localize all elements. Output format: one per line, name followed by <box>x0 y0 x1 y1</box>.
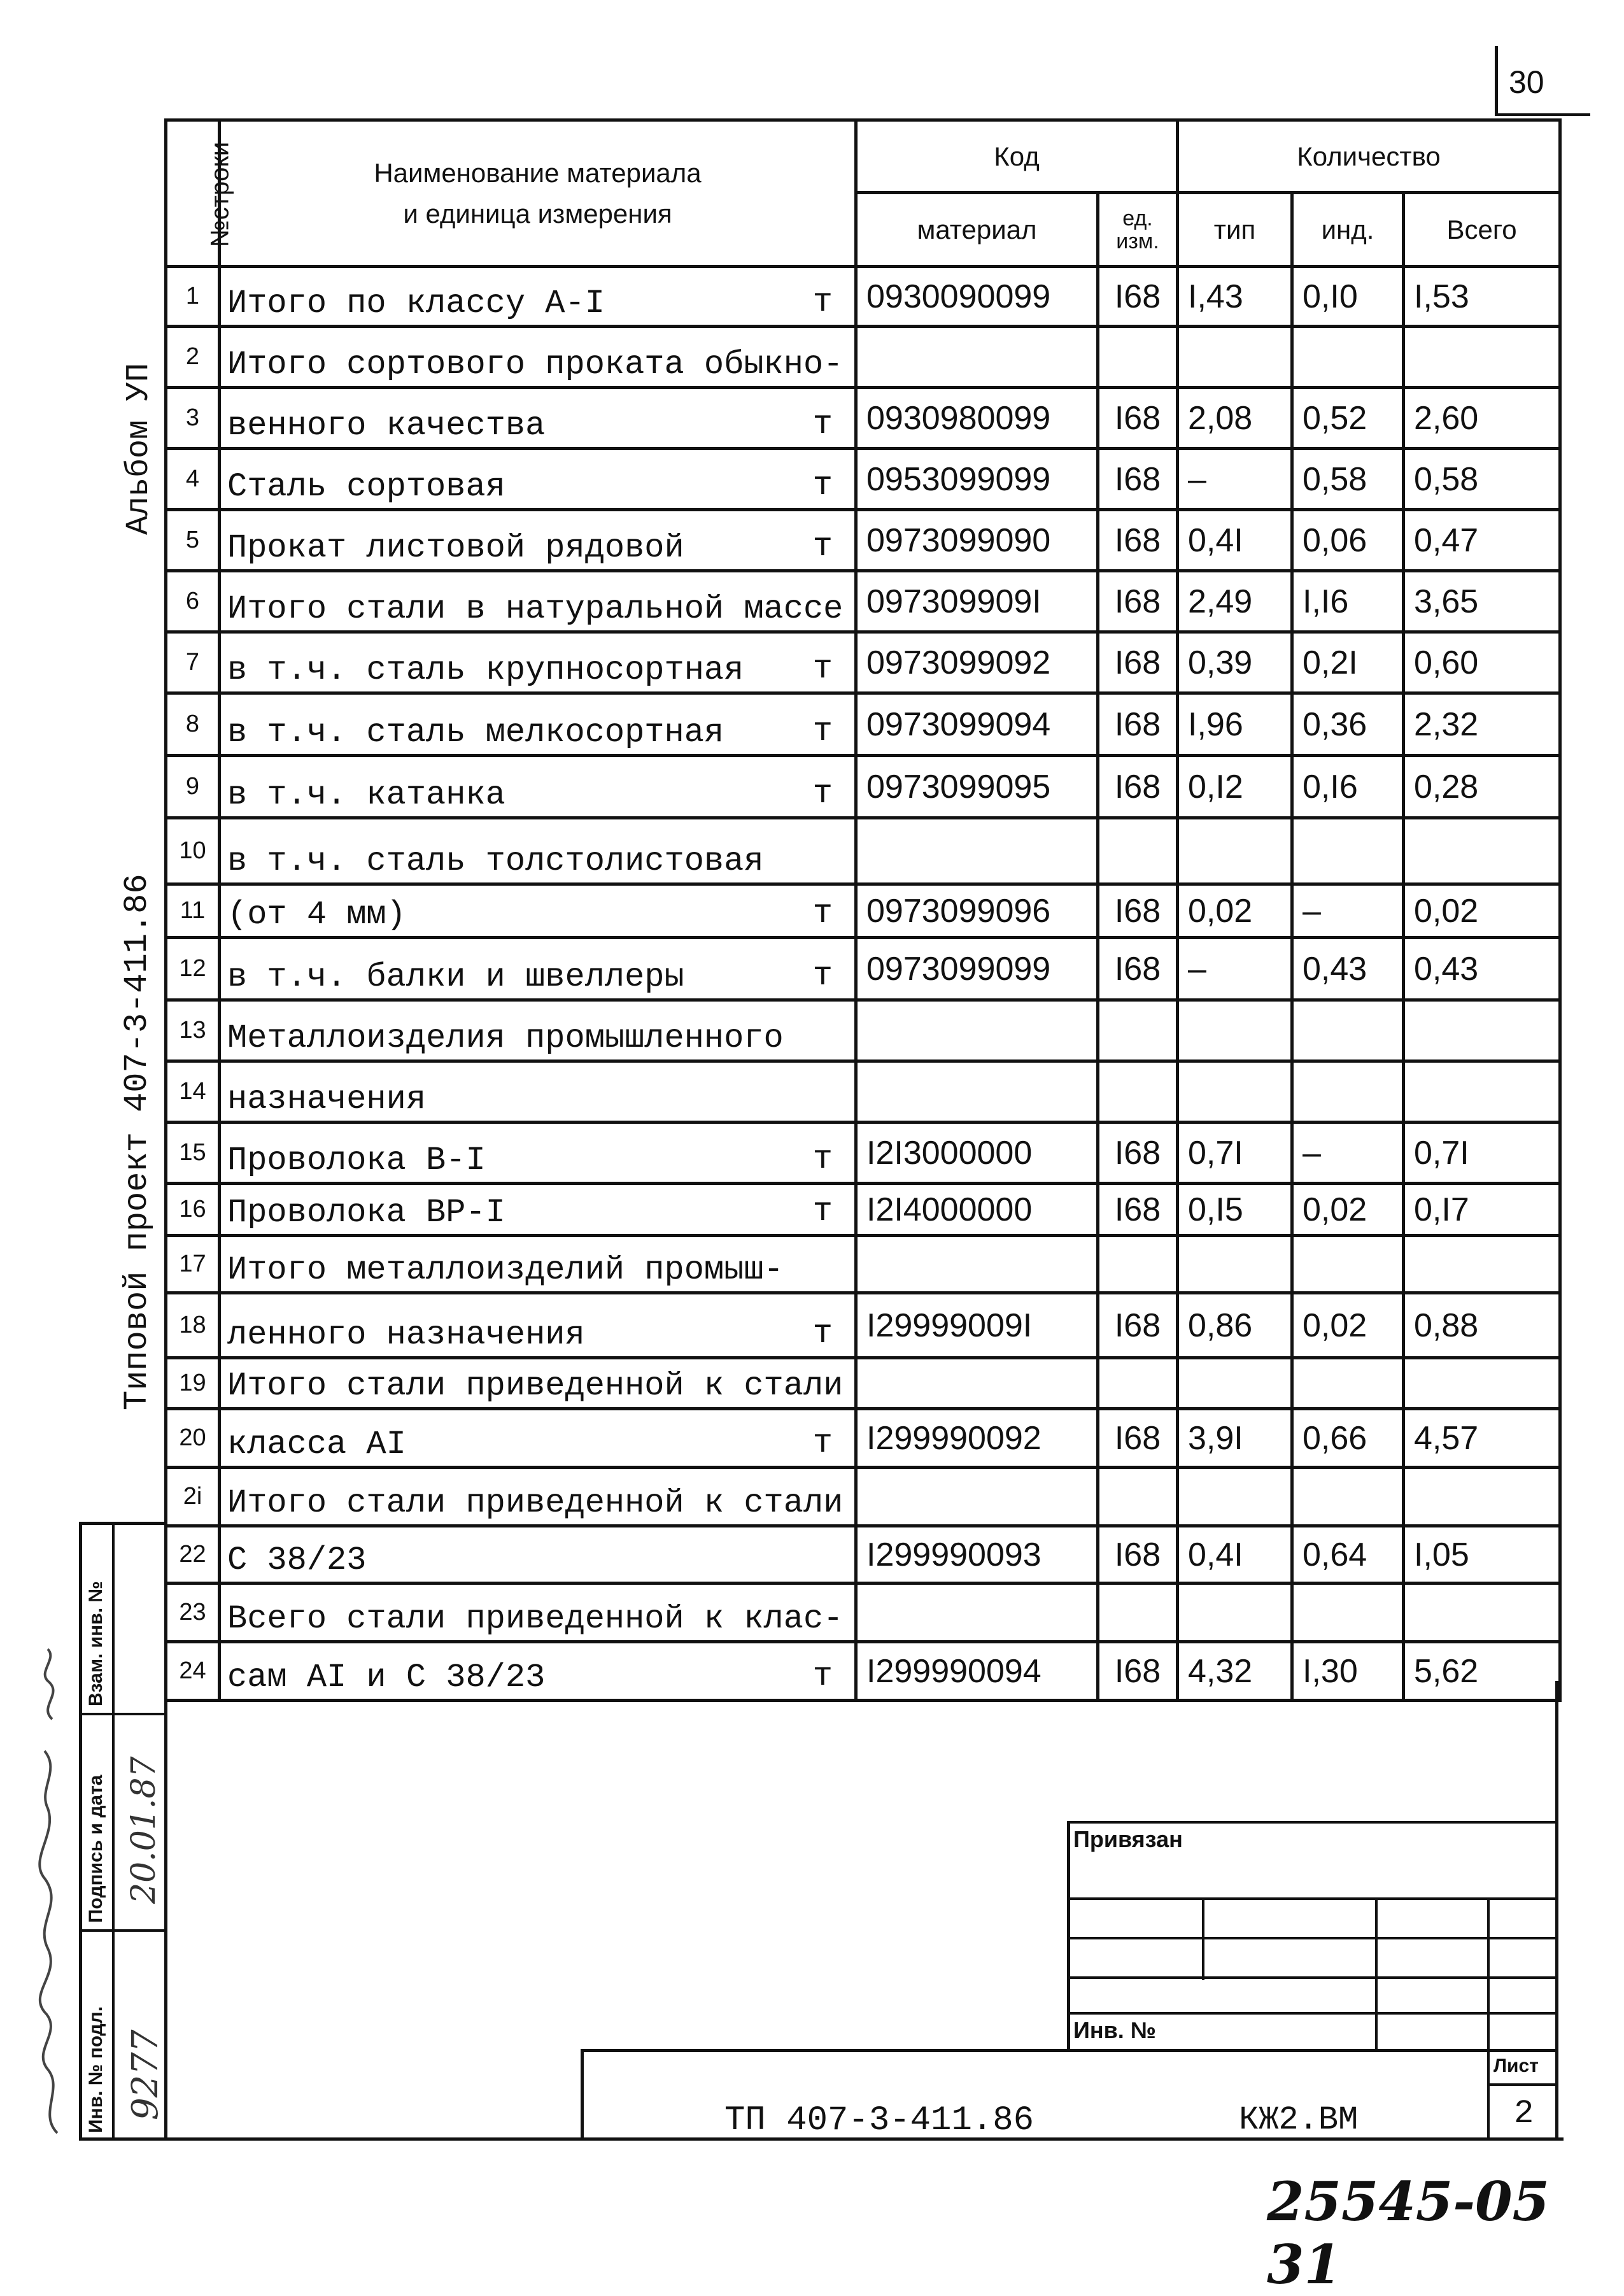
qty-ind-cell: 0,06 <box>1292 510 1404 571</box>
table-row <box>166 1584 1560 1642</box>
qty-ind-cell <box>1292 1358 1404 1409</box>
code-material-cell: I2I3000000 <box>856 1123 1098 1184</box>
qty-type-cell: I,96 <box>1178 693 1292 756</box>
qty-type-cell: – <box>1178 938 1292 1000</box>
material-name-cell <box>220 1584 856 1642</box>
margin-inner-line <box>112 1522 115 2139</box>
qty-type-cell <box>1178 1468 1292 1526</box>
material-name: Металлоизделия промышленного <box>227 1019 784 1057</box>
table-row <box>166 571 1560 632</box>
material-name-cell <box>220 756 856 818</box>
qty-ind-cell: 0,36 <box>1292 693 1404 756</box>
table-row <box>166 1526 1560 1584</box>
code-material-cell <box>856 327 1098 388</box>
qty-total-cell <box>1404 1061 1560 1123</box>
material-unit: т <box>812 1424 833 1462</box>
project-label: Типовой проект 407-3-411.86 <box>118 874 156 1410</box>
qty-type-cell: – <box>1178 449 1292 510</box>
material-unit: т <box>812 1657 833 1695</box>
stamp-designation: ТП 407-3-411.86 <box>724 2101 1034 2140</box>
header-code-unit: ед. изм. <box>1098 193 1178 267</box>
qty-ind-cell <box>1292 818 1404 884</box>
qty-total-cell: 0,28 <box>1404 756 1560 818</box>
material-name: в т.ч. сталь толстолистовая <box>227 842 764 880</box>
material-name: в т.ч. сталь мелкосортная <box>227 714 724 751</box>
stamp-top-line <box>1067 1821 1557 1824</box>
header-code-material: материал <box>856 193 1098 267</box>
table-row <box>166 938 1560 1000</box>
material-name: Прокат листовой рядовой <box>227 529 684 567</box>
material-name: класса АI <box>227 1426 406 1463</box>
qty-type-cell: 2,08 <box>1178 388 1292 449</box>
margin-signature-label: Подпись и дата <box>85 1775 106 1923</box>
material-name: Итого по классу А-I <box>227 285 605 322</box>
material-name: в т.ч. сталь крупносортная <box>227 651 744 689</box>
code-unit-cell: I68 <box>1098 1409 1178 1468</box>
qty-total-cell: 3,65 <box>1404 571 1560 632</box>
material-name: Проволока В-I <box>227 1142 486 1179</box>
material-name-cell <box>220 1061 856 1123</box>
qty-total-cell <box>1404 1468 1560 1526</box>
stamp-col-line-3 <box>1487 1897 1490 2139</box>
material-name-cell <box>220 510 856 571</box>
material-name-cell <box>220 449 856 510</box>
material-name-cell <box>220 1358 856 1409</box>
row-number: 20 <box>166 1409 220 1468</box>
code-material-cell <box>856 818 1098 884</box>
material-unit: т <box>812 895 833 932</box>
code-unit-cell: I68 <box>1098 1184 1178 1236</box>
code-unit-cell <box>1098 1061 1178 1123</box>
header-q-type: тип <box>1178 193 1292 267</box>
qty-type-cell <box>1178 327 1292 388</box>
row-number: 24 <box>166 1642 220 1701</box>
code-material-cell: 0930980099 <box>856 388 1098 449</box>
code-material-cell: 0973099094 <box>856 693 1098 756</box>
qty-ind-cell: 0,I6 <box>1292 756 1404 818</box>
table-row <box>166 267 1560 327</box>
qty-type-cell: 0,39 <box>1178 632 1292 693</box>
row-number: 2i <box>166 1468 220 1526</box>
sheet-label-line <box>1487 2083 1557 2086</box>
code-unit-cell: I68 <box>1098 938 1178 1000</box>
code-material-cell: 0953099099 <box>856 449 1098 510</box>
table-row <box>166 756 1560 818</box>
material-unit: т <box>812 712 833 750</box>
row-number: 8 <box>166 693 220 756</box>
code-unit-cell: I68 <box>1098 510 1178 571</box>
code-material-cell: 0930090099 <box>856 267 1098 327</box>
code-material-cell: I299990092 <box>856 1409 1098 1468</box>
material-unit: т <box>812 528 833 565</box>
margin-inv-podl-label: Инв. № подл. <box>85 2006 106 2133</box>
row-number: 23 <box>166 1584 220 1642</box>
table-row <box>166 388 1560 449</box>
table-row <box>166 1409 1560 1468</box>
stamp-mark: КЖ2.ВМ <box>1239 2101 1359 2139</box>
qty-ind-cell: 0,52 <box>1292 388 1404 449</box>
qty-total-cell: I,53 <box>1404 267 1560 327</box>
margin-inv-value: 9277 <box>125 2029 166 2120</box>
material-unit: т <box>812 406 833 443</box>
material-name: Итого сортового проката обыкно- <box>227 346 844 383</box>
stamp-row-line-4 <box>1067 2012 1557 2015</box>
qty-type-cell <box>1178 1061 1292 1123</box>
code-unit-cell: I68 <box>1098 449 1178 510</box>
qty-type-cell: 0,4I <box>1178 1526 1292 1584</box>
qty-type-cell: 0,02 <box>1178 884 1292 938</box>
qty-ind-cell: 0,2I <box>1292 632 1404 693</box>
qty-ind-cell: – <box>1292 1123 1404 1184</box>
material-unit: т <box>812 1140 833 1178</box>
qty-ind-cell <box>1292 1236 1404 1293</box>
code-material-cell: 0973099099 <box>856 938 1098 1000</box>
code-unit-cell: I68 <box>1098 388 1178 449</box>
material-name-cell <box>220 1642 856 1701</box>
material-name-cell <box>220 818 856 884</box>
row-number: 7 <box>166 632 220 693</box>
stamp-col-line-2 <box>1375 1897 1378 2050</box>
qty-total-cell <box>1404 1236 1560 1293</box>
table-row <box>166 1236 1560 1293</box>
code-unit-cell: I68 <box>1098 884 1178 938</box>
code-unit-cell: I68 <box>1098 756 1178 818</box>
table-row <box>166 693 1560 756</box>
table-row <box>166 1642 1560 1701</box>
table-row <box>166 1061 1560 1123</box>
album-label: Альбом УП <box>121 362 157 535</box>
material-unit: т <box>812 467 833 504</box>
material-name: Итого металлоизделий промыш- <box>227 1251 784 1289</box>
qty-ind-cell <box>1292 1468 1404 1526</box>
qty-ind-cell <box>1292 327 1404 388</box>
title-block-top-line <box>581 2049 1557 2052</box>
code-material-cell: 0973099090 <box>856 510 1098 571</box>
qty-total-cell <box>1404 1358 1560 1409</box>
material-name-cell <box>220 1526 856 1584</box>
row-number: 16 <box>166 1184 220 1236</box>
material-unit: т <box>812 775 833 812</box>
qty-total-cell: 4,57 <box>1404 1409 1560 1468</box>
stamp-left-line <box>1067 1821 1070 2050</box>
code-unit-cell: I68 <box>1098 1293 1178 1358</box>
margin-outer-line <box>79 1522 82 2139</box>
page-number-underline <box>1495 113 1590 116</box>
header-row-no: №строки <box>166 120 220 267</box>
code-unit-cell <box>1098 1468 1178 1526</box>
material-name: венного качества <box>227 407 546 444</box>
material-name: в т.ч. балки и швеллеры <box>227 958 684 996</box>
table-row <box>166 1468 1560 1526</box>
code-material-cell: I299990093 <box>856 1526 1098 1584</box>
stamp-row-line-1 <box>1067 1897 1557 1900</box>
qty-total-cell: 5,62 <box>1404 1642 1560 1701</box>
qty-total-cell: 0,60 <box>1404 632 1560 693</box>
qty-ind-cell: 0,64 <box>1292 1526 1404 1584</box>
stamp-col-line-1 <box>1202 1897 1204 1980</box>
material-name: ленного назначения <box>227 1316 585 1354</box>
qty-ind-cell: – <box>1292 884 1404 938</box>
row-number: 12 <box>166 938 220 1000</box>
qty-ind-cell <box>1292 1061 1404 1123</box>
margin-date-value: 20.01.87 <box>125 1756 163 1904</box>
row-number: 15 <box>166 1123 220 1184</box>
table-row <box>166 510 1560 571</box>
material-name: Итого стали приведенной к стали <box>227 1484 844 1522</box>
header-quantity: Количество <box>1178 120 1560 193</box>
margin-divider-2 <box>79 1929 164 1932</box>
material-name: С 38/23 <box>227 1541 367 1579</box>
material-name: (от 4 мм) <box>227 896 406 933</box>
qty-type-cell: 4,32 <box>1178 1642 1292 1701</box>
material-name-cell <box>220 632 856 693</box>
material-name-cell <box>220 388 856 449</box>
material-name-cell <box>220 1409 856 1468</box>
material-name-cell <box>220 884 856 938</box>
margin-top-line <box>79 1522 164 1525</box>
qty-type-cell: 2,49 <box>1178 571 1292 632</box>
qty-total-cell: 2,60 <box>1404 388 1560 449</box>
qty-type-cell <box>1178 1000 1292 1061</box>
material-name: Итого стали приведенной к стали <box>227 1367 844 1405</box>
material-name: сам АI и С 38/23 <box>227 1659 546 1696</box>
material-name-cell <box>220 1293 856 1358</box>
code-unit-cell: I68 <box>1098 571 1178 632</box>
qty-ind-cell: 0,I0 <box>1292 267 1404 327</box>
code-unit-cell: I68 <box>1098 693 1178 756</box>
row-number: 19 <box>166 1358 220 1409</box>
material-name-cell <box>220 1236 856 1293</box>
qty-type-cell <box>1178 1358 1292 1409</box>
qty-total-cell: 0,I7 <box>1404 1184 1560 1236</box>
row-number: 22 <box>166 1526 220 1584</box>
material-spec-table <box>164 118 1562 1702</box>
stamp-attached-label: Привязан <box>1073 1826 1183 1852</box>
code-material-cell <box>856 1236 1098 1293</box>
qty-ind-cell: 0,02 <box>1292 1293 1404 1358</box>
right-frame-line <box>1555 1681 1558 2139</box>
qty-total-cell <box>1404 1000 1560 1061</box>
qty-total-cell <box>1404 327 1560 388</box>
material-name: Сталь сортовая <box>227 468 505 506</box>
table-row <box>166 1293 1560 1358</box>
qty-type-cell: 0,86 <box>1178 1293 1292 1358</box>
code-material-cell: I2I4000000 <box>856 1184 1098 1236</box>
qty-type-cell <box>1178 818 1292 884</box>
title-block-left-line <box>581 2049 584 2139</box>
stamp-inv-no-label: Инв. № <box>1073 2017 1156 2043</box>
qty-ind-cell: 0,66 <box>1292 1409 1404 1468</box>
qty-type-cell: 0,7I <box>1178 1123 1292 1184</box>
stamp-row-line-2 <box>1067 1937 1557 1939</box>
margin-divider-1 <box>79 1713 164 1715</box>
code-material-cell: 097309909I <box>856 571 1098 632</box>
row-number: 6 <box>166 571 220 632</box>
material-unit: т <box>812 283 833 321</box>
code-material-cell <box>856 1358 1098 1409</box>
qty-ind-cell <box>1292 1000 1404 1061</box>
material-name-cell <box>220 1000 856 1061</box>
header-code: Код <box>856 120 1178 193</box>
code-material-cell: I299990094 <box>856 1642 1098 1701</box>
table-row <box>166 632 1560 693</box>
material-name: Итого стали в натуральной массе <box>227 590 844 628</box>
archive-number: 25545-05 31 <box>1267 2170 1550 2296</box>
margin-vzam-label: Взам. инв. № <box>85 1581 106 1706</box>
material-unit: т <box>812 957 833 995</box>
row-number: 11 <box>166 884 220 938</box>
table-row <box>166 1000 1560 1061</box>
row-number: 2 <box>166 327 220 388</box>
material-name-cell <box>220 267 856 327</box>
material-name-cell <box>220 1468 856 1526</box>
qty-ind-cell: 0,43 <box>1292 938 1404 1000</box>
qty-total-cell: 0,88 <box>1404 1293 1560 1358</box>
header-name: Наименование материала и единица измерения <box>220 120 856 267</box>
qty-total-cell: 0,47 <box>1404 510 1560 571</box>
code-unit-cell: I68 <box>1098 1642 1178 1701</box>
code-material-cell <box>856 1000 1098 1061</box>
row-number: 14 <box>166 1061 220 1123</box>
table-row <box>166 1184 1560 1236</box>
qty-ind-cell: 0,58 <box>1292 449 1404 510</box>
page-number-divider <box>1495 46 1498 116</box>
code-unit-cell: I68 <box>1098 1526 1178 1584</box>
code-unit-cell <box>1098 818 1178 884</box>
qty-total-cell <box>1404 1584 1560 1642</box>
table-row <box>166 818 1560 884</box>
row-number: 10 <box>166 818 220 884</box>
material-name: в т.ч. катанка <box>227 776 505 814</box>
page-number: 30 <box>1509 64 1544 100</box>
qty-ind-cell: I,30 <box>1292 1642 1404 1701</box>
code-material-cell: I29999009I <box>856 1293 1098 1358</box>
row-number: 18 <box>166 1293 220 1358</box>
code-unit-cell: I68 <box>1098 632 1178 693</box>
header-q-total: Всего <box>1404 193 1560 267</box>
qty-total-cell: 0,43 <box>1404 938 1560 1000</box>
material-unit: т <box>812 1193 833 1230</box>
handwritten-signature <box>19 1643 76 2139</box>
material-name: Проволока ВР-I <box>227 1194 505 1231</box>
row-number: 4 <box>166 449 220 510</box>
qty-ind-cell <box>1292 1584 1404 1642</box>
row-number: 5 <box>166 510 220 571</box>
code-material-cell: 0973099092 <box>856 632 1098 693</box>
code-unit-cell: I68 <box>1098 267 1178 327</box>
qty-type-cell: 0,4I <box>1178 510 1292 571</box>
table-row <box>166 449 1560 510</box>
code-unit-cell <box>1098 1000 1178 1061</box>
table-row <box>166 1358 1560 1409</box>
table-row <box>166 327 1560 388</box>
material-name-cell <box>220 693 856 756</box>
material-unit: т <box>812 1315 833 1352</box>
qty-type-cell: 3,9I <box>1178 1409 1292 1468</box>
code-material-cell: 0973099096 <box>856 884 1098 938</box>
code-material-cell <box>856 1468 1098 1526</box>
material-name-cell <box>220 1123 856 1184</box>
code-unit-cell: I68 <box>1098 1123 1178 1184</box>
material-name-cell <box>220 571 856 632</box>
qty-total-cell: 0,58 <box>1404 449 1560 510</box>
sheet-label: Лист <box>1493 2055 1539 2076</box>
material-name: назначения <box>227 1081 427 1118</box>
header-q-ind: инд. <box>1292 193 1404 267</box>
material-name-cell <box>220 938 856 1000</box>
row-number: 9 <box>166 756 220 818</box>
qty-total-cell: I,05 <box>1404 1526 1560 1584</box>
qty-ind-cell: I,I6 <box>1292 571 1404 632</box>
qty-type-cell: 0,I2 <box>1178 756 1292 818</box>
qty-total-cell: 0,7I <box>1404 1123 1560 1184</box>
qty-total-cell <box>1404 818 1560 884</box>
qty-type-cell: I,43 <box>1178 267 1292 327</box>
qty-type-cell <box>1178 1236 1292 1293</box>
material-unit: т <box>812 650 833 688</box>
qty-total-cell: 0,02 <box>1404 884 1560 938</box>
code-unit-cell <box>1098 327 1178 388</box>
row-number: 13 <box>166 1000 220 1061</box>
material-name: Всего стали приведенной к клас- <box>227 1600 844 1638</box>
qty-ind-cell: 0,02 <box>1292 1184 1404 1236</box>
sheet-number: 2 <box>1514 2095 1534 2132</box>
table-row <box>166 1123 1560 1184</box>
code-unit-cell <box>1098 1358 1178 1409</box>
qty-total-cell: 2,32 <box>1404 693 1560 756</box>
row-number: 17 <box>166 1236 220 1293</box>
code-material-cell: 0973099095 <box>856 756 1098 818</box>
material-name-cell <box>220 1184 856 1236</box>
code-unit-cell <box>1098 1236 1178 1293</box>
material-name-cell <box>220 327 856 388</box>
table-row <box>166 884 1560 938</box>
stamp-row-line-3 <box>1067 1976 1557 1979</box>
qty-type-cell: 0,I5 <box>1178 1184 1292 1236</box>
code-material-cell <box>856 1584 1098 1642</box>
code-material-cell <box>856 1061 1098 1123</box>
row-number: 1 <box>166 267 220 327</box>
row-number: 3 <box>166 388 220 449</box>
qty-type-cell <box>1178 1584 1292 1642</box>
code-unit-cell <box>1098 1584 1178 1642</box>
